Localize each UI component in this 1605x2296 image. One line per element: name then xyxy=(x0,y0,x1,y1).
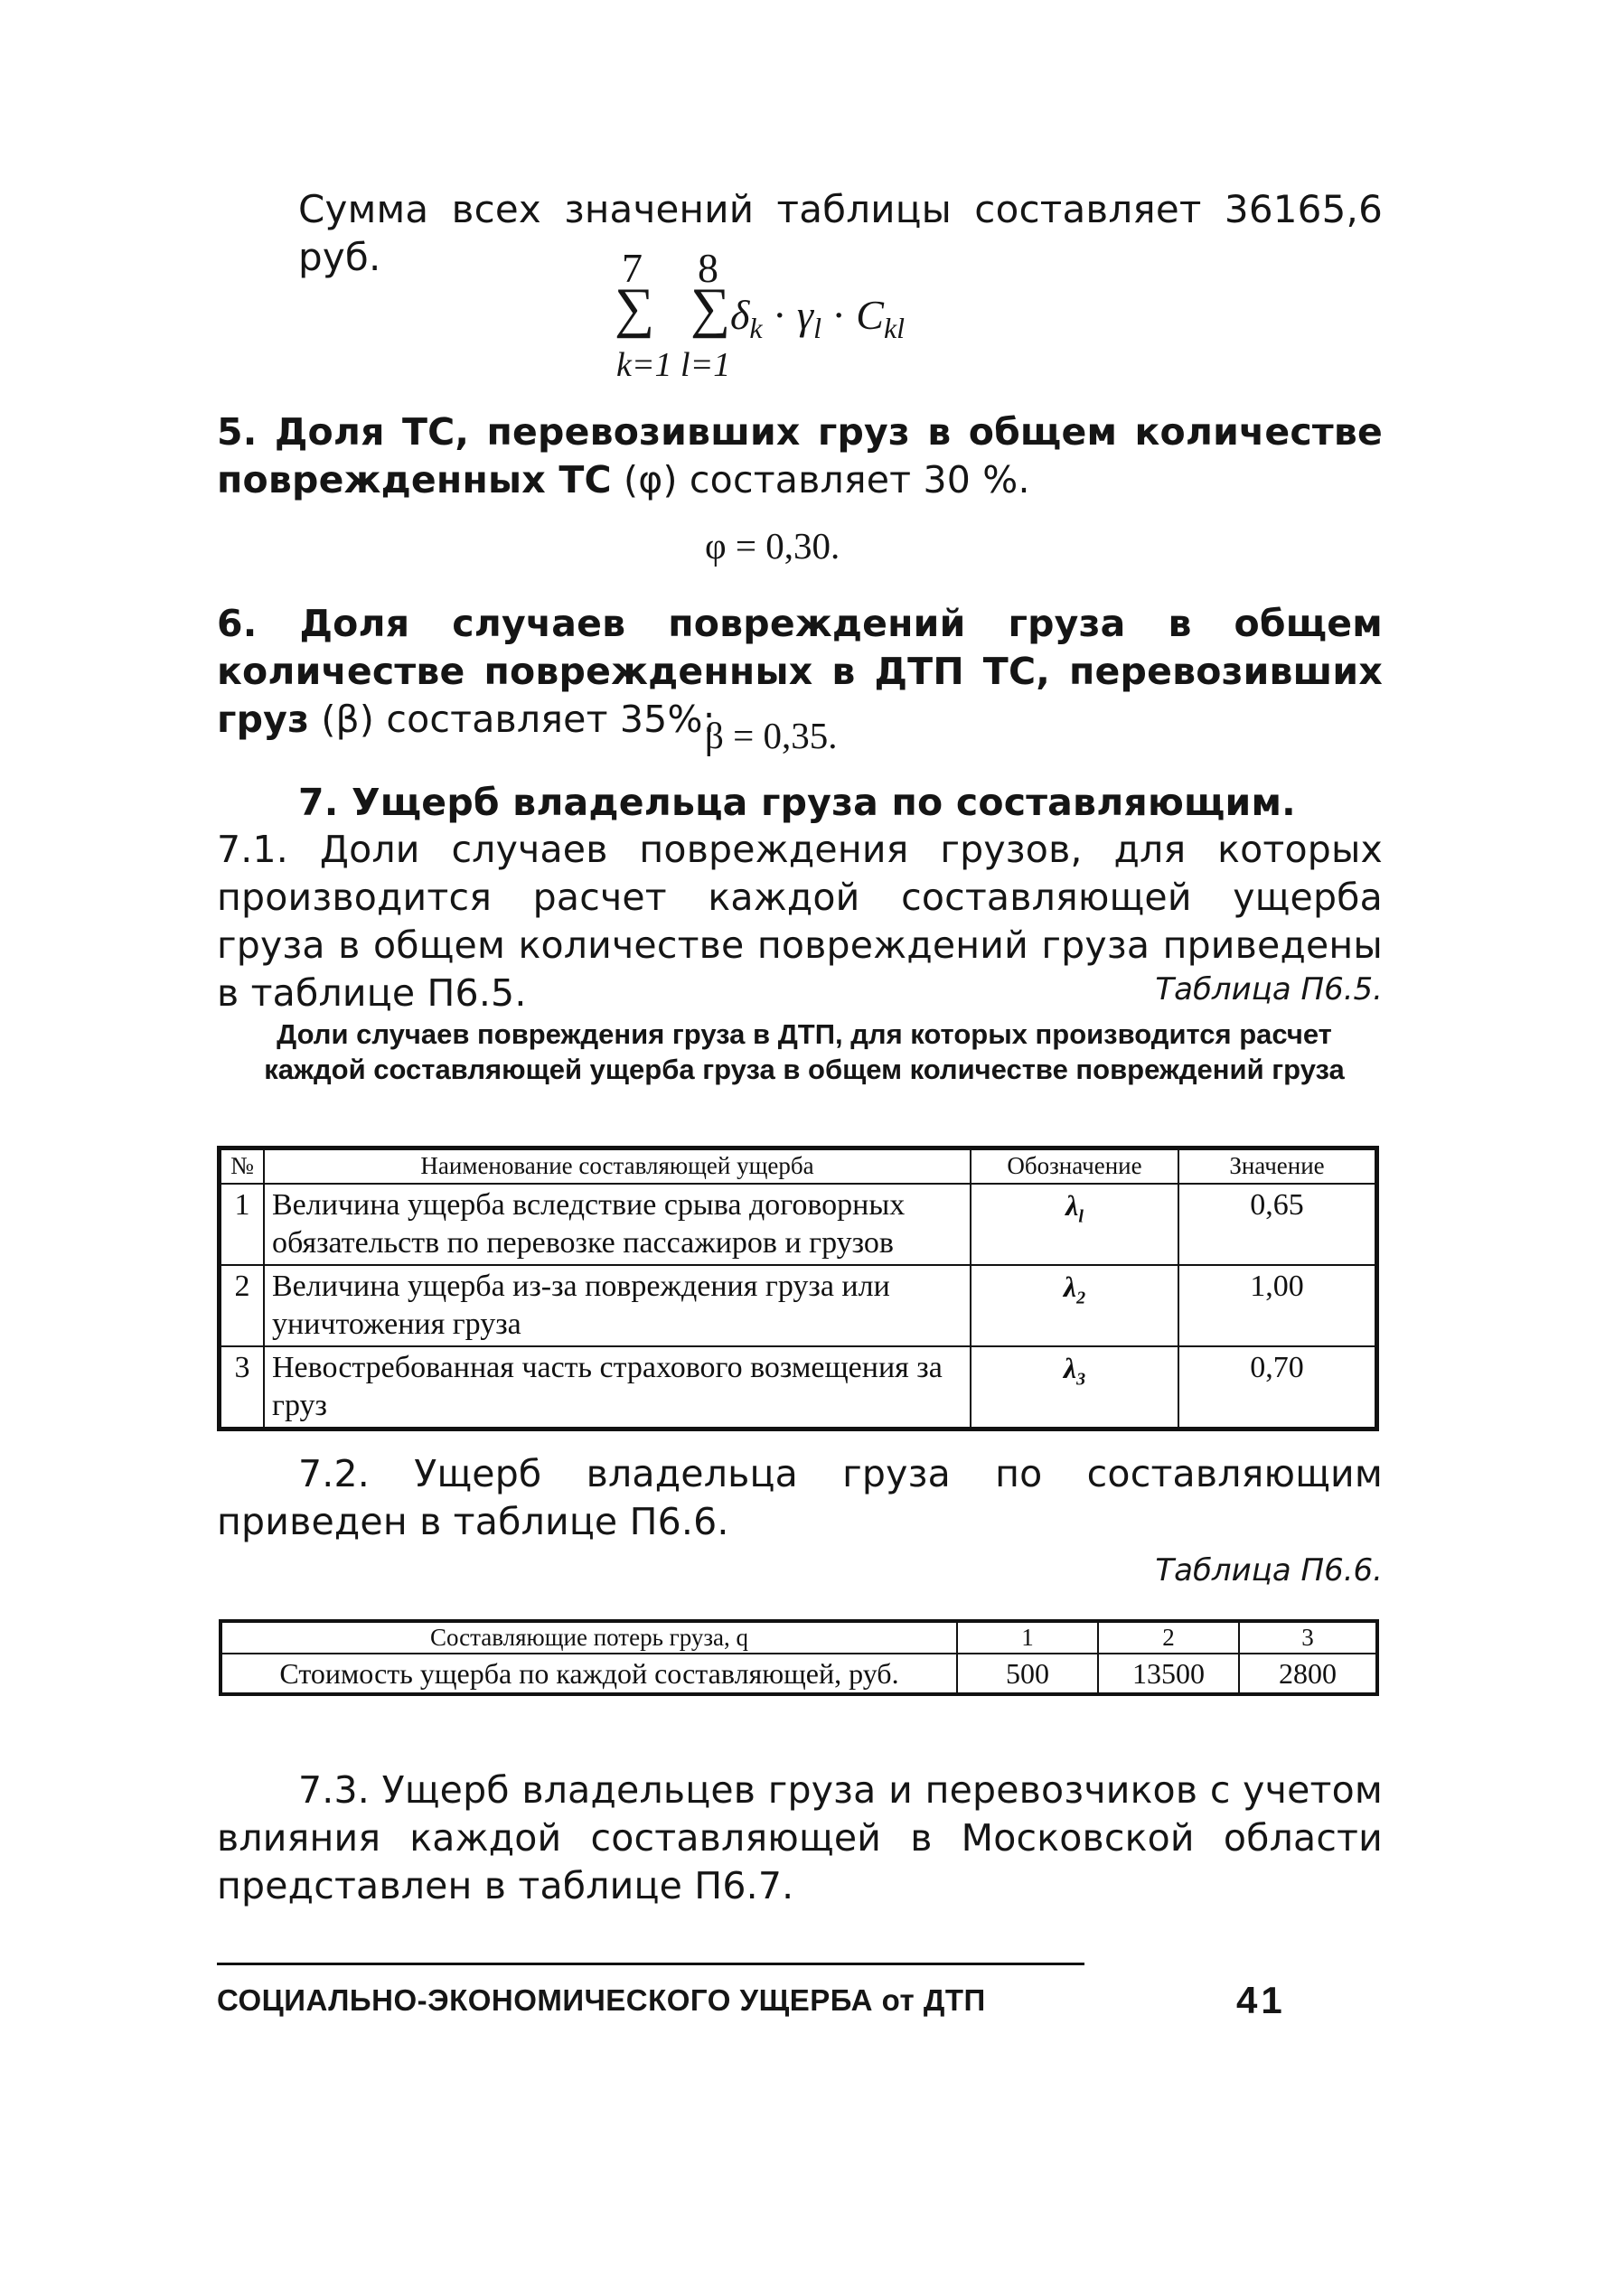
row-number: 2 xyxy=(220,1265,265,1346)
paragraph-7-1: 7.1. Доли случаев повреждения грузов, для которых производится расчет каждой составляющей ущерба груза в общем количестве повреждений груза приведены в таблице П6.5. xyxy=(217,828,1383,1015)
beta-formula: β = 0,35. xyxy=(705,715,838,756)
row-value: 0,65 xyxy=(1178,1184,1377,1265)
row-symbol: $\lambda_3$ xyxy=(971,1346,1178,1429)
cost-component-1: 500 xyxy=(957,1654,1098,1694)
summand-expression: $\delta_k \cdot \gamma_l \cdot C_{kl}$ xyxy=(730,292,906,345)
table-6-header-1: 1 xyxy=(957,1621,1098,1654)
table-5-header-value: Значение xyxy=(1178,1148,1377,1185)
paragraph-5-text: (φ) составляет 30 %. xyxy=(611,458,1030,501)
sigma-k-symbol: ∑ xyxy=(615,277,655,339)
table-6-header-3: 3 xyxy=(1239,1621,1377,1654)
row-symbol: $\lambda_2$ xyxy=(971,1265,1178,1346)
paragraph-6-heading: 6. Доля случаев повреждений груза в общем количестве поврежденных в ДТП ТС, перевозивших груз xyxy=(217,602,1383,741)
row-value: 1,00 xyxy=(1178,1265,1377,1346)
table-row xyxy=(220,1265,1377,1346)
paragraph-7-2: 7.2. Ущерб владельца груза по составляющим приведен в таблице П6.6. xyxy=(217,1452,1383,1543)
cost-component-2: 13500 xyxy=(1098,1654,1239,1694)
table-6 xyxy=(219,1619,1379,1696)
paragraph-5-heading: 5. Доля ТС, перевозивших груз в общем количестве поврежденных ТС xyxy=(217,410,1383,501)
table-row xyxy=(220,1184,1377,1265)
page-number: 41 xyxy=(1236,1979,1286,2021)
table-row xyxy=(220,1346,1377,1429)
table-5-label: Таблица П6.5. xyxy=(1155,971,1383,1007)
cost-component-3: 2800 xyxy=(1239,1654,1377,1694)
footer-title: СОЦИАЛЬНО-ЭКОНОМИЧЕСКОГО УЩЕРБА от ДТП xyxy=(217,1983,986,2017)
table-6-header-components: Составляющие потерь груза, q xyxy=(221,1621,957,1654)
row-label: Стоимость ущерба по каждой составляющей, руб. xyxy=(221,1654,957,1694)
table-5 xyxy=(217,1146,1379,1431)
table-6-header-2: 2 xyxy=(1098,1621,1239,1654)
section-7-heading: 7. Ущерб владельца груза по составляющим. xyxy=(298,781,1296,824)
row-value: 0,70 xyxy=(1178,1346,1377,1429)
table-5-header-name: Наименование составляющей ущерба xyxy=(264,1148,971,1185)
row-name: Величина ущерба вследствие срыва договорных обязательств по перевозке пассажиров и грузов xyxy=(264,1184,971,1265)
sum-lower-limits: k=1 l=1 xyxy=(616,346,731,384)
row-name: Величина ущерба из-за повреждения груза или уничтожения груза xyxy=(264,1265,971,1346)
sum-upper-l: 8 xyxy=(698,245,718,291)
table-6-label: Таблица П6.6. xyxy=(1155,1552,1383,1588)
row-symbol: $\lambda_l$ xyxy=(971,1184,1178,1265)
row-name: Невостребованная часть страхового возмещения за груз xyxy=(264,1346,971,1429)
paragraph-5 xyxy=(217,408,1383,504)
table-5-header-number: № xyxy=(220,1148,265,1185)
sum-upper-k: 7 xyxy=(622,245,643,291)
sigma-l-symbol: ∑ xyxy=(690,277,731,339)
paragraph-6-text: (β) составляет 35%: xyxy=(309,698,716,741)
table-5-header-symbol: Обозначение xyxy=(971,1148,1178,1185)
table-row xyxy=(221,1654,1377,1694)
phi-formula: φ = 0,30. xyxy=(705,525,840,567)
footer-rule xyxy=(217,1963,1084,1965)
row-number: 3 xyxy=(220,1346,265,1429)
total-sum-line: Сумма всех значений таблицы составляет 36165,6 руб. xyxy=(298,187,1383,279)
row-number: 1 xyxy=(220,1184,265,1265)
paragraph-7-3: 7.3. Ущерб владельцев груза и перевозчиков с учетом влияния каждой составляющей в Московской области представлен в таблице П6.7. xyxy=(217,1768,1383,1907)
table-5-title: Доли случаев повреждения груза в ДТП, для которых производится расчет каждой составляющей ущерба груза в общем количестве повреждений груза xyxy=(264,1018,1345,1085)
summation-formula xyxy=(615,244,1012,389)
